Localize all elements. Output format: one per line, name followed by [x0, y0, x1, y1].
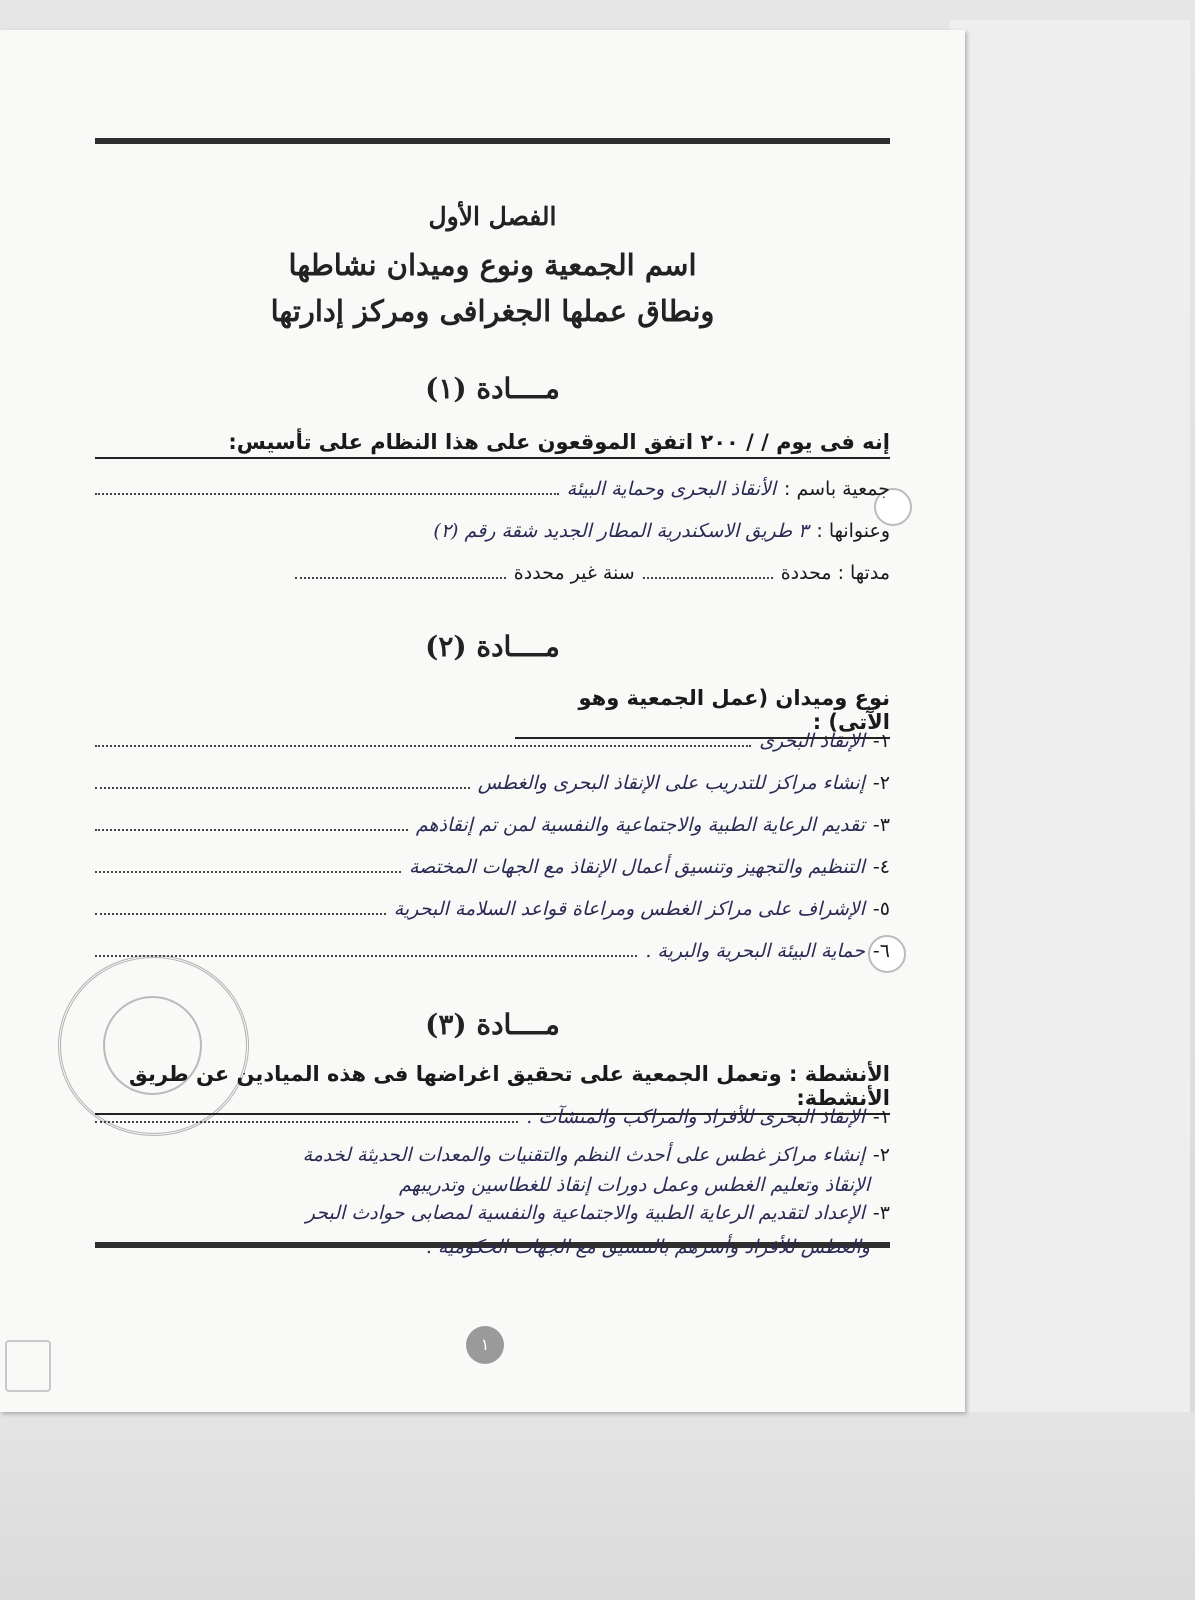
- list-item: ١- الإنقاذ البحرى: [95, 730, 890, 752]
- heading-line-1: اسم الجمعية ونوع وميدان نشاطها: [288, 248, 697, 282]
- duration-line: [295, 562, 890, 584]
- article-3-title: مــــادة (٣): [425, 1008, 560, 1041]
- heading-line-2: ونطاق عملها الجغرافى ومركز إدارتها: [270, 294, 715, 328]
- article-1-intro: إنه فى يوم / / ٢٠٠ اتفق الموقعون على هذا النظام على تأسيس:: [95, 430, 890, 459]
- dotted-fill: [643, 577, 773, 579]
- back-sheet: [950, 20, 1190, 1580]
- address-line: [95, 520, 890, 542]
- handwritten-continuation: الإنقاذ وتعليم الغطس وعمل دورات إنقاذ للغطاسين وتدريبهم: [399, 1174, 870, 1196]
- list-item: ٣- الإعداد لتقديم الرعاية الطبية والاجتماعية والنفسية لمصابى حوادث البحر: [305, 1202, 890, 1224]
- article-2-intro: نوع وميدان (عمل الجمعية وهو الآتى) :: [515, 686, 890, 739]
- address-value: ٣ طريق الاسكندرية المطار الجديد شقة رقم (٢): [433, 520, 809, 542]
- lower-sheet: [0, 1412, 1195, 1600]
- corner-stamp-mark: [5, 1340, 51, 1392]
- duration-middle: سنة غير محددة: [513, 562, 635, 584]
- list-item: ٦- حماية البيئة البحرية والبرية .: [95, 940, 890, 962]
- association-name-line: [95, 478, 890, 500]
- duration-label: مدتها : محددة: [780, 562, 890, 584]
- list-item: ٤- التنظيم والتجهيز وتنسيق أعمال الإنقاذ مع الجهات المختصة: [95, 856, 890, 878]
- chapter-title: الفصل الأول: [428, 202, 557, 231]
- list-item: ٥- الإشراف على مراكز الغطس ومراعاة قواعد السلامة البحرية: [95, 898, 890, 920]
- dotted-fill: [295, 577, 506, 579]
- document-content: [95, 140, 890, 1290]
- article-2-title: مــــادة (٢): [425, 630, 560, 663]
- article-3-intro: الأنشطة : وتعمل الجمعية على تحقيق اغراضها فى هذه الميادين عن طريق الأنشطة:: [95, 1062, 890, 1115]
- name-value: الأنقاذ البحرى وحماية البيئة: [566, 478, 777, 500]
- page-number: ١: [466, 1326, 504, 1364]
- list-item: ٢- إنشاء مراكز غطس على أحدث النظم والتقنيات والمعدات الحديثة لخدمة: [302, 1144, 890, 1166]
- dotted-fill: [95, 493, 559, 495]
- list-item: ١- الإنقاذ البحرى للأفراد والمراكب والمنشآت .: [95, 1106, 890, 1128]
- name-label: جمعية باسم :: [784, 478, 890, 500]
- address-label: وعنوانها :: [816, 520, 890, 542]
- handwritten-continuation: والغطس للأفراد وأسرهم بالتنسيق مع الجهات الحكومية .: [425, 1236, 870, 1258]
- list-item: ٣- تقديم الرعاية الطبية والاجتماعية والنفسية لمن تم إنقاذهم: [95, 814, 890, 836]
- article-1-title: مــــادة (١): [425, 372, 560, 405]
- list-item: ٢- إنشاء مراكز للتدريب على الإنقاذ البحرى والغطس: [95, 772, 890, 794]
